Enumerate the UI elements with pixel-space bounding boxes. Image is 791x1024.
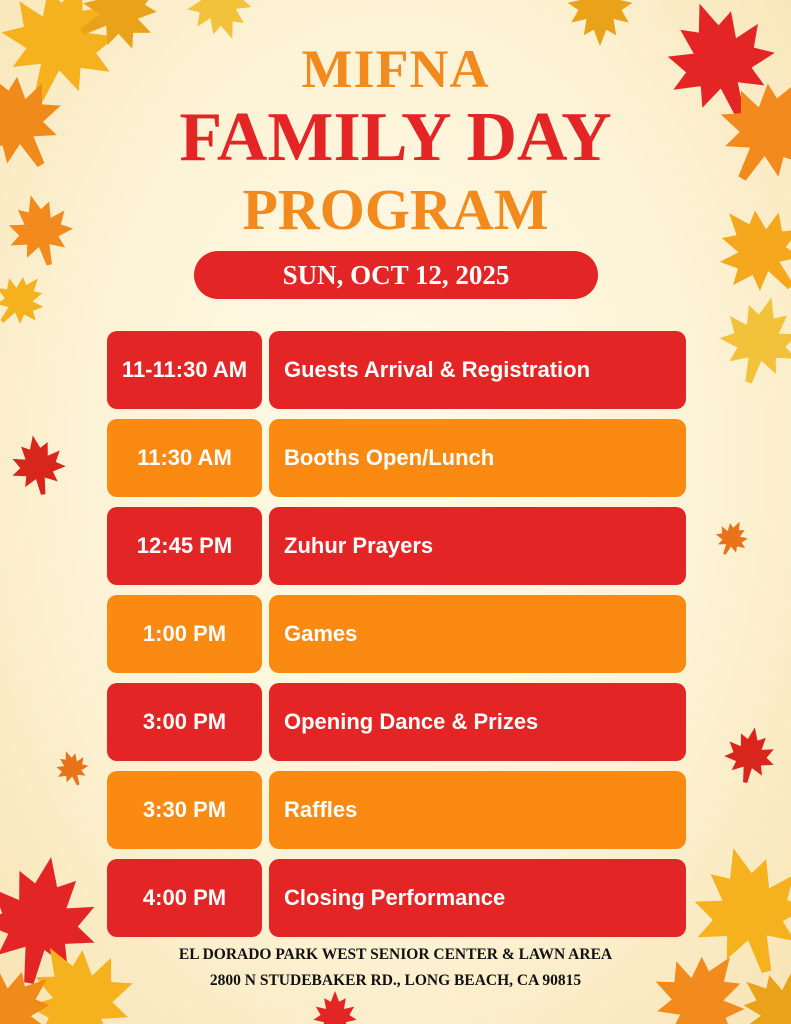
schedule-row	[107, 507, 686, 585]
schedule-time: 11:30 AM	[107, 419, 262, 497]
schedule-event: Opening Dance & Prizes	[269, 683, 686, 761]
schedule-event: Guests Arrival & Registration	[269, 331, 686, 409]
venue-address: 2800 N STUDEBAKER RD., LONG BEACH, CA 90815	[209, 972, 582, 989]
event-date: SUN, OCT 12, 2025	[194, 251, 598, 299]
schedule-row	[107, 595, 686, 673]
schedule-row	[107, 859, 686, 937]
maple-leaf-icon	[720, 723, 779, 787]
schedule-time: 12:45 PM	[107, 507, 262, 585]
org-name: MIFNA	[301, 39, 490, 99]
schedule-time: 1:00 PM	[107, 595, 262, 673]
schedule-row	[107, 419, 686, 497]
maple-leaf-icon	[51, 746, 94, 791]
maple-leaf-icon	[710, 287, 791, 392]
schedule-time: 4:00 PM	[107, 859, 262, 937]
schedule-time: 3:00 PM	[107, 683, 262, 761]
schedule-time: 11-11:30 AM	[107, 331, 262, 409]
maple-leaf-icon	[0, 262, 57, 337]
schedule-event: Raffles	[269, 771, 686, 849]
schedule-time: 3:30 PM	[107, 771, 262, 849]
program-schedule	[107, 331, 686, 947]
schedule-event: Closing Performance	[269, 859, 686, 937]
maple-leaf-icon	[313, 991, 356, 1024]
schedule-row	[107, 683, 686, 761]
schedule-event: Games	[269, 595, 686, 673]
maple-leaf-icon	[710, 515, 755, 561]
schedule-event: Zuhur Prayers	[269, 507, 686, 585]
venue-name: EL DORADO PARK WEST SENIOR CENTER & LAWN AREA	[178, 946, 613, 963]
schedule-row	[107, 331, 686, 409]
event-subtitle: PROGRAM	[242, 177, 549, 242]
schedule-event: Booths Open/Lunch	[269, 419, 686, 497]
maple-leaf-icon	[6, 431, 70, 499]
event-title: FAMILY DAY	[179, 99, 612, 176]
schedule-row	[107, 771, 686, 849]
